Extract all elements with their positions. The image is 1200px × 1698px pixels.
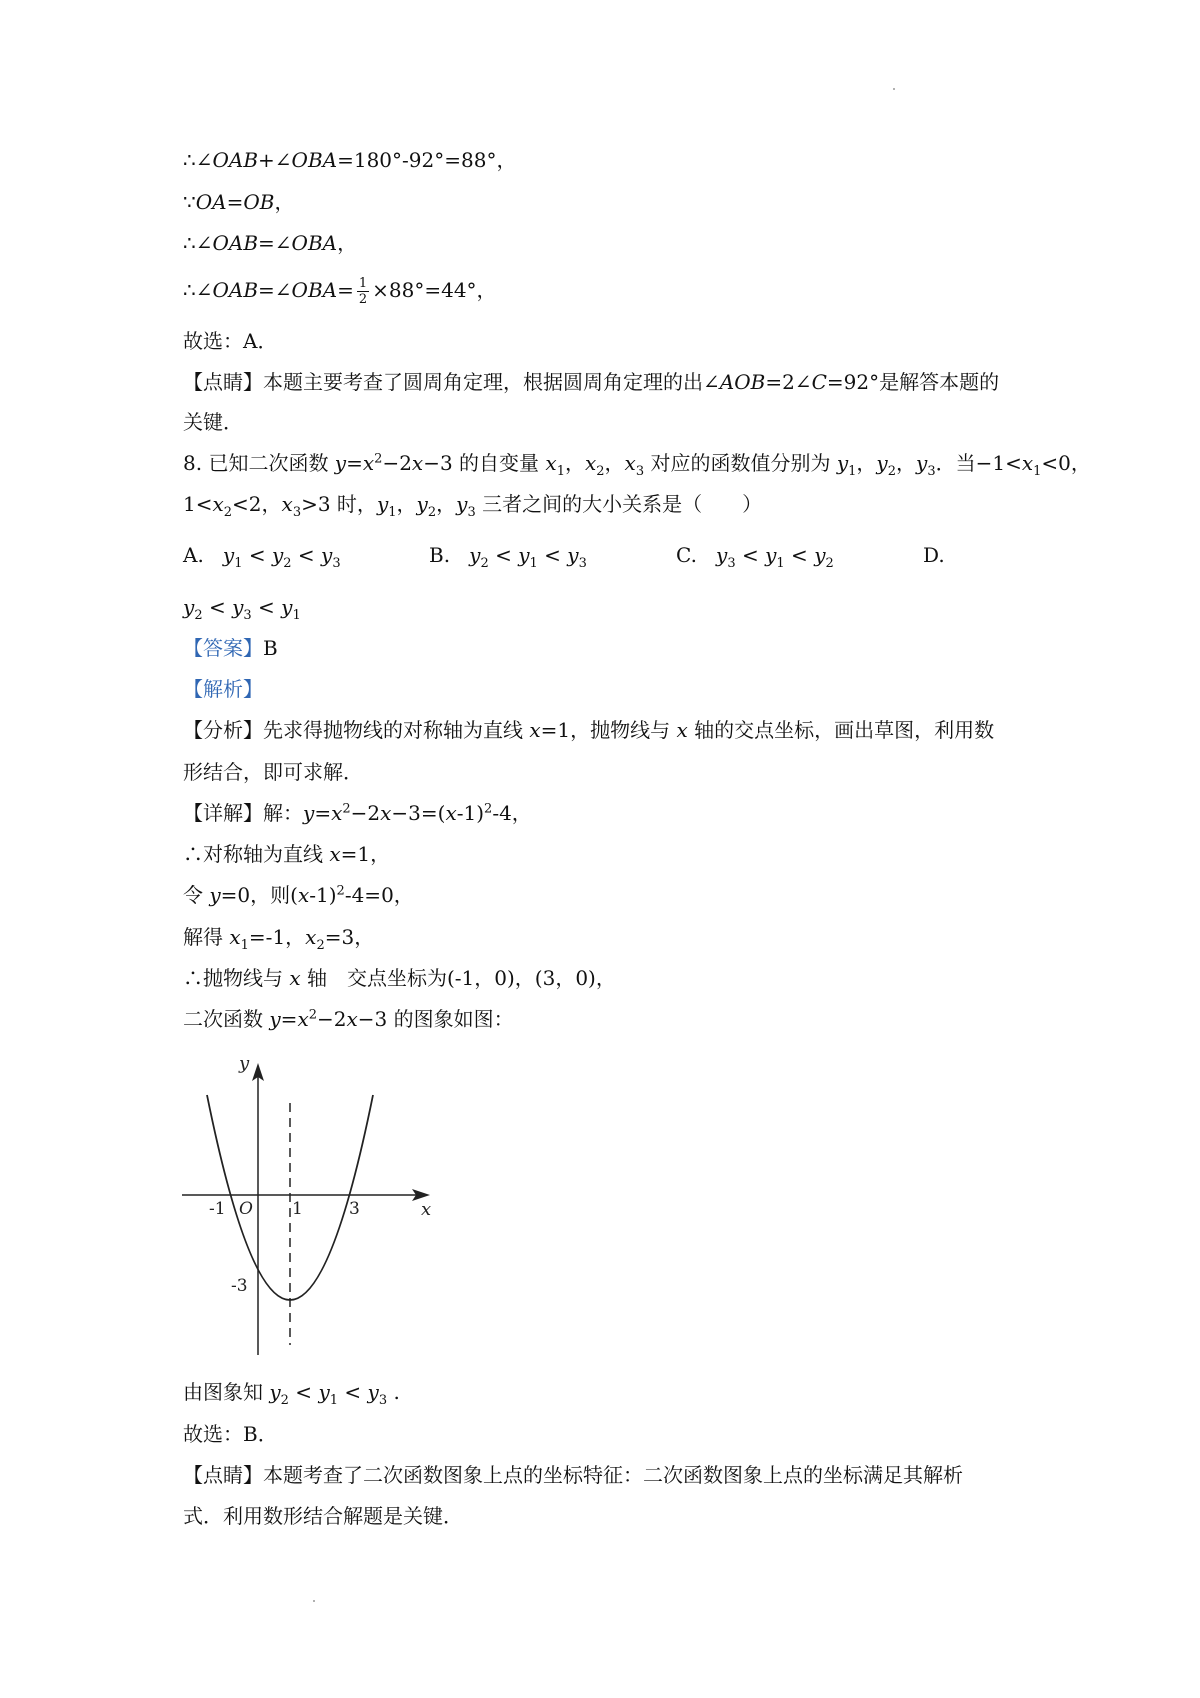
detail-line-3: 令 y=0，则$(x-1)^2-4=0$， — [183, 883, 414, 907]
conclusion-line: 由图象知 $y_2 < y_1 < y_3$ . — [183, 1380, 400, 1408]
detail-line-6: 二次函数 $y=x^2-2x-3$ 的图象如图： — [183, 1007, 514, 1031]
answer-tag: 【答案】 — [183, 636, 263, 660]
remark-line-1: 【点睛】本题主要考查了圆周角定理，根据圆周角定理的出∠AOB=2∠C=92°是解答本题的 — [183, 370, 1000, 394]
detail-line-5: ∴抛物线与 x 轴 交点坐标为(-1，0)，(3，0)， — [183, 966, 616, 990]
parabola-graph — [175, 1055, 440, 1360]
dianjing-line-1: 【点睛】本题考查了二次函数图象上点的坐标特征：二次函数图象上点的坐标满足其解析 — [183, 1463, 963, 1487]
detail-line-1: 【详解】解：$y=x^2-2x-3=(x-1)^2-4$， — [183, 801, 532, 825]
solution-choice-a: 故选：A． — [183, 329, 278, 353]
solution-line-2: ∵OA=OB， — [183, 190, 295, 214]
y-axis-label: y — [239, 1055, 250, 1074]
option-a: A. $y_1 < y_2 < y_3$ — [183, 543, 341, 571]
option-d-expression: $y_2 < y_3 < y_1$ — [183, 595, 301, 623]
tick-label-3: 3 — [349, 1199, 360, 1219]
option-c: C. $y_3 < y_1 < y_2$ — [676, 543, 834, 571]
question-8-line-2: $1<x_2<2$，$x_3>3$ 时，$y_1$，$y_2$，$y_3$ 三者之间的大小关系是（ ） — [183, 492, 763, 520]
option-d-label: D. — [923, 543, 945, 567]
detail-line-2: ∴对称轴为直线 x=1， — [183, 842, 391, 866]
solution-line-1: ∴∠OAB+∠OBA=180°-92°=88°， — [183, 148, 517, 172]
dianjing-line-2: 式．利用数形结合解题是关键． — [183, 1504, 463, 1528]
option-b: B. $y_2 < y_1 < y_3$ — [429, 543, 587, 571]
fenxi-line-1: 【分析】先求得抛物线的对称轴为直线 x=1，抛物线与 x 轴的交点坐标，画出草图，利用数 — [183, 718, 995, 742]
detail-line-4: 解得 $x_1=-1$，$x_2=3$， — [183, 925, 375, 953]
tick-label-1: 1 — [292, 1199, 303, 1219]
fenxi-line-2: 形结合，即可求解． — [183, 760, 363, 784]
options-row — [183, 541, 983, 571]
question-8-line-1: 8. 已知二次函数 $y=x^2-2x-3$ 的自变量 $x_1$，$x_2$，$x_3$ 对应的函数值分别为 $y_1$，$y_2$，$y_3$．当$-1<x_1<0$， — [183, 451, 1091, 479]
tick-label-neg3: -3 — [231, 1276, 248, 1296]
remark-line-2: 关键． — [183, 410, 243, 434]
x-axis-label: x — [421, 1199, 432, 1220]
tick-label-neg1: -1 — [209, 1199, 226, 1219]
fraction-half: $\frac{1}{2}$ — [358, 276, 368, 307]
analysis-tag: 【解析】 — [183, 677, 263, 701]
scan-dot — [893, 88, 895, 90]
scan-dot — [313, 1600, 315, 1602]
solution-line-4: ∴∠OAB=∠OBA= $\frac{1}{2}$ ×88°=44°， — [183, 276, 497, 307]
answer-value: B — [263, 636, 278, 660]
choose-line: 故选：B． — [183, 1422, 278, 1446]
origin-label: O — [239, 1199, 253, 1219]
answer-line — [183, 634, 278, 662]
solution-line-3: ∴∠OAB=∠OBA， — [183, 231, 358, 255]
